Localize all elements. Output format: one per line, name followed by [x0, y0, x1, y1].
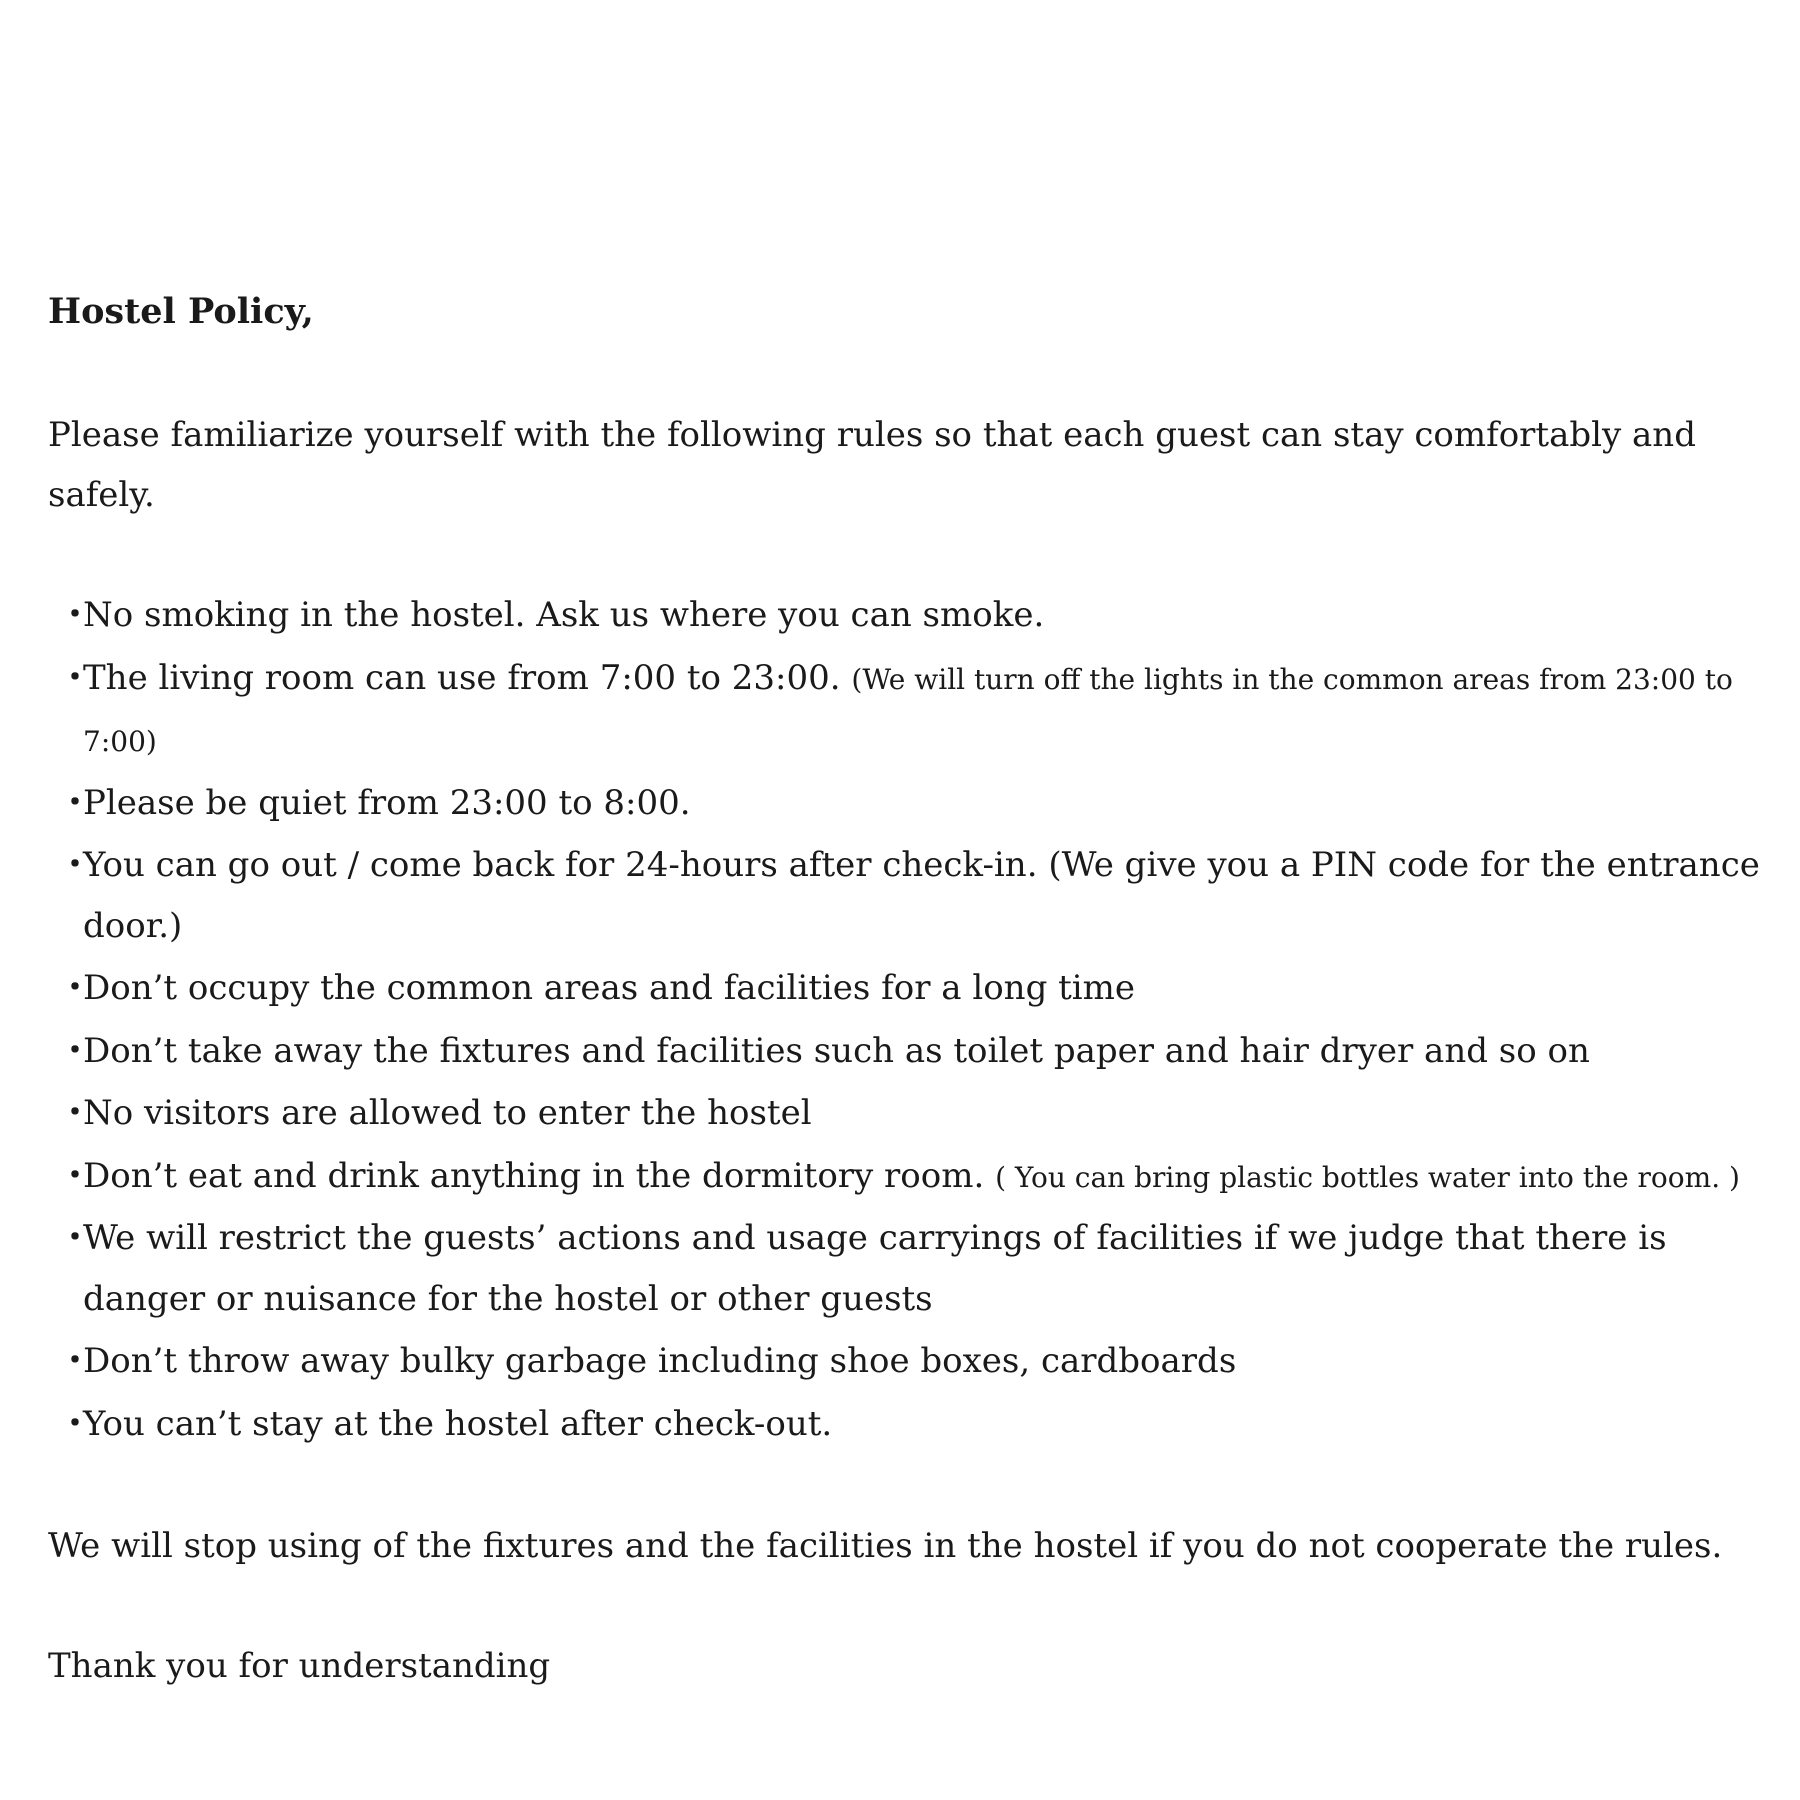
- closing-paragraph: We will stop using of the fixtures and the facilities in the hostel if you do not cooperate the rules.: [48, 1526, 1723, 1566]
- rule-item: [48, 1021, 1788, 1084]
- rule-note: (We will turn off the lights in the common areas from 23:00 to 7:00): [83, 662, 1733, 758]
- rule-text: Don’t take away the fixtures and facilities such as toilet paper and hair dryer and so on: [83, 1030, 1590, 1071]
- policy-document: [48, 285, 1788, 1696]
- rules-list: [48, 585, 1788, 1456]
- rule-note: ( You can bring plastic bottles water into the room. ): [995, 1160, 1740, 1194]
- rule-item: [48, 958, 1788, 1021]
- rule-text: We will restrict the guests’ actions and usage carryings of facilities if we judge that there is danger or nuisance for the hostel or other guests: [83, 1218, 1667, 1319]
- rule-text: No smoking in the hostel. Ask us where you can smoke.: [83, 595, 1045, 635]
- bullet-glyph: ・: [58, 1030, 92, 1071]
- rule-item: [48, 648, 1788, 773]
- bullet-glyph: ・: [58, 968, 92, 1008]
- bullet-glyph: ・: [58, 1341, 92, 1381]
- rule-text: No visitors are allowed to enter the hostel: [83, 1093, 812, 1133]
- intro-paragraph: Please familiarize yourself with the following rules so that each guest can stay comfortably and safely.: [48, 415, 1696, 515]
- document-title: Hostel Policy,: [48, 291, 314, 332]
- bullet-glyph: ・: [58, 1403, 92, 1444]
- rule-item: [48, 1083, 1788, 1146]
- rule-item: [48, 835, 1788, 958]
- rule-item: [48, 1146, 1788, 1209]
- rule-item: [48, 1331, 1788, 1394]
- rule-item: [48, 585, 1788, 648]
- bullet-glyph: ・: [58, 657, 92, 698]
- bullet-glyph: ・: [58, 595, 92, 635]
- rule-item: [48, 1208, 1788, 1331]
- rule-text: Please be quiet from 23:00 to 8:00.: [83, 782, 691, 823]
- bullet-glyph: ・: [58, 1155, 92, 1196]
- bullet-glyph: ・: [58, 1218, 92, 1258]
- rule-text: You can go out / come back for 24-hours after check-in. (We give you a PIN code for the entrance door.): [83, 845, 1760, 946]
- bullet-glyph: ・: [58, 1093, 92, 1133]
- rule-text: Don’t eat and drink anything in the dormitory room.: [83, 1155, 996, 1196]
- rule-text: Don’t occupy the common areas and facilities for a long time: [83, 968, 1136, 1008]
- bullet-glyph: ・: [58, 845, 92, 885]
- rule-text: Don’t throw away bulky garbage including shoe boxes, cardboards: [83, 1341, 1237, 1381]
- bullet-glyph: ・: [58, 782, 92, 823]
- rule-item: [48, 773, 1788, 836]
- thanks-line: Thank you for understanding: [48, 1646, 551, 1686]
- rule-text: The living room can use from 7:00 to 23:00.: [83, 657, 852, 698]
- rule-text: You can’t stay at the hostel after check-out.: [83, 1403, 833, 1444]
- rule-item: [48, 1394, 1788, 1457]
